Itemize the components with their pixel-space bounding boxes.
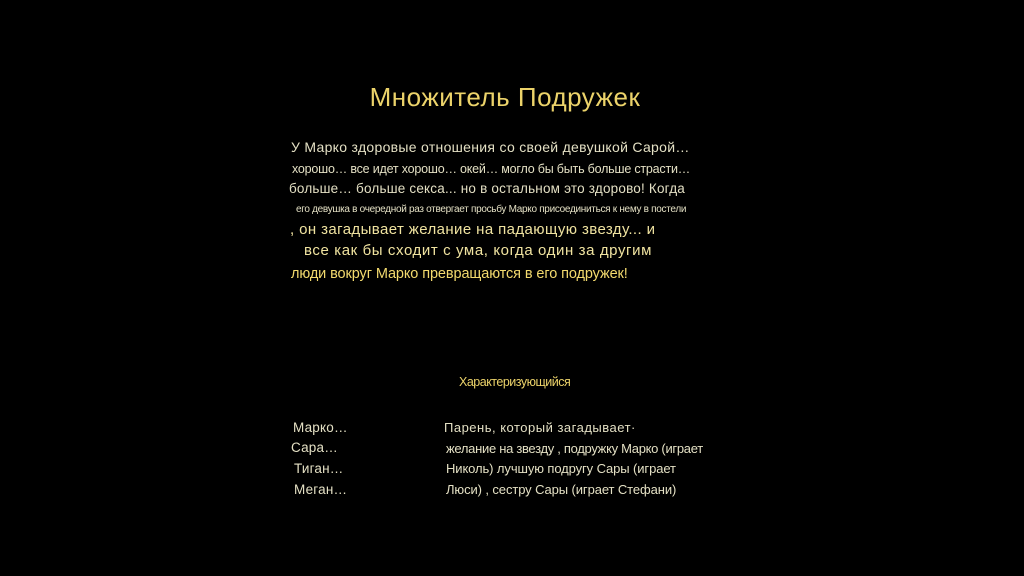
synopsis-line: больше… больше секса... но в остальном это здорово! Когда — [289, 181, 685, 196]
character-description: Люси) , сестру Сары (играет Стефани) — [446, 482, 677, 497]
character-name: Меган… — [294, 482, 348, 497]
synopsis-line: , он загадывает желание на падающую звезду... и — [290, 221, 656, 238]
character-name: Марко… — [293, 420, 348, 435]
character-name: Тиган… — [294, 461, 344, 476]
synopsis-line: люди вокруг Марко превращаются в его подружек! — [291, 266, 628, 282]
character-name: Сара… — [291, 440, 338, 455]
character-description: желание на звезду , подружку Марко (играет — [446, 441, 703, 456]
characters-heading: Характеризующийся — [459, 375, 571, 389]
synopsis-line: У Марко здоровые отношения со своей девушкой Сарой… — [291, 139, 690, 155]
synopsis-line: все как бы сходит с ума, когда один за другим — [304, 242, 653, 259]
character-description: Парень, который загадывает· — [444, 420, 636, 435]
synopsis-line: его девушка в очередной раз отвергает просьбу Марко присоединиться к нему в постели — [296, 204, 687, 215]
synopsis-line: хорошо… все идет хорошо… окей… могло бы быть больше страсти… — [292, 162, 691, 176]
slide-title: Множитель Подружек — [369, 82, 641, 112]
character-description: Николь) лучшую подругу Сары (играет — [446, 461, 676, 476]
